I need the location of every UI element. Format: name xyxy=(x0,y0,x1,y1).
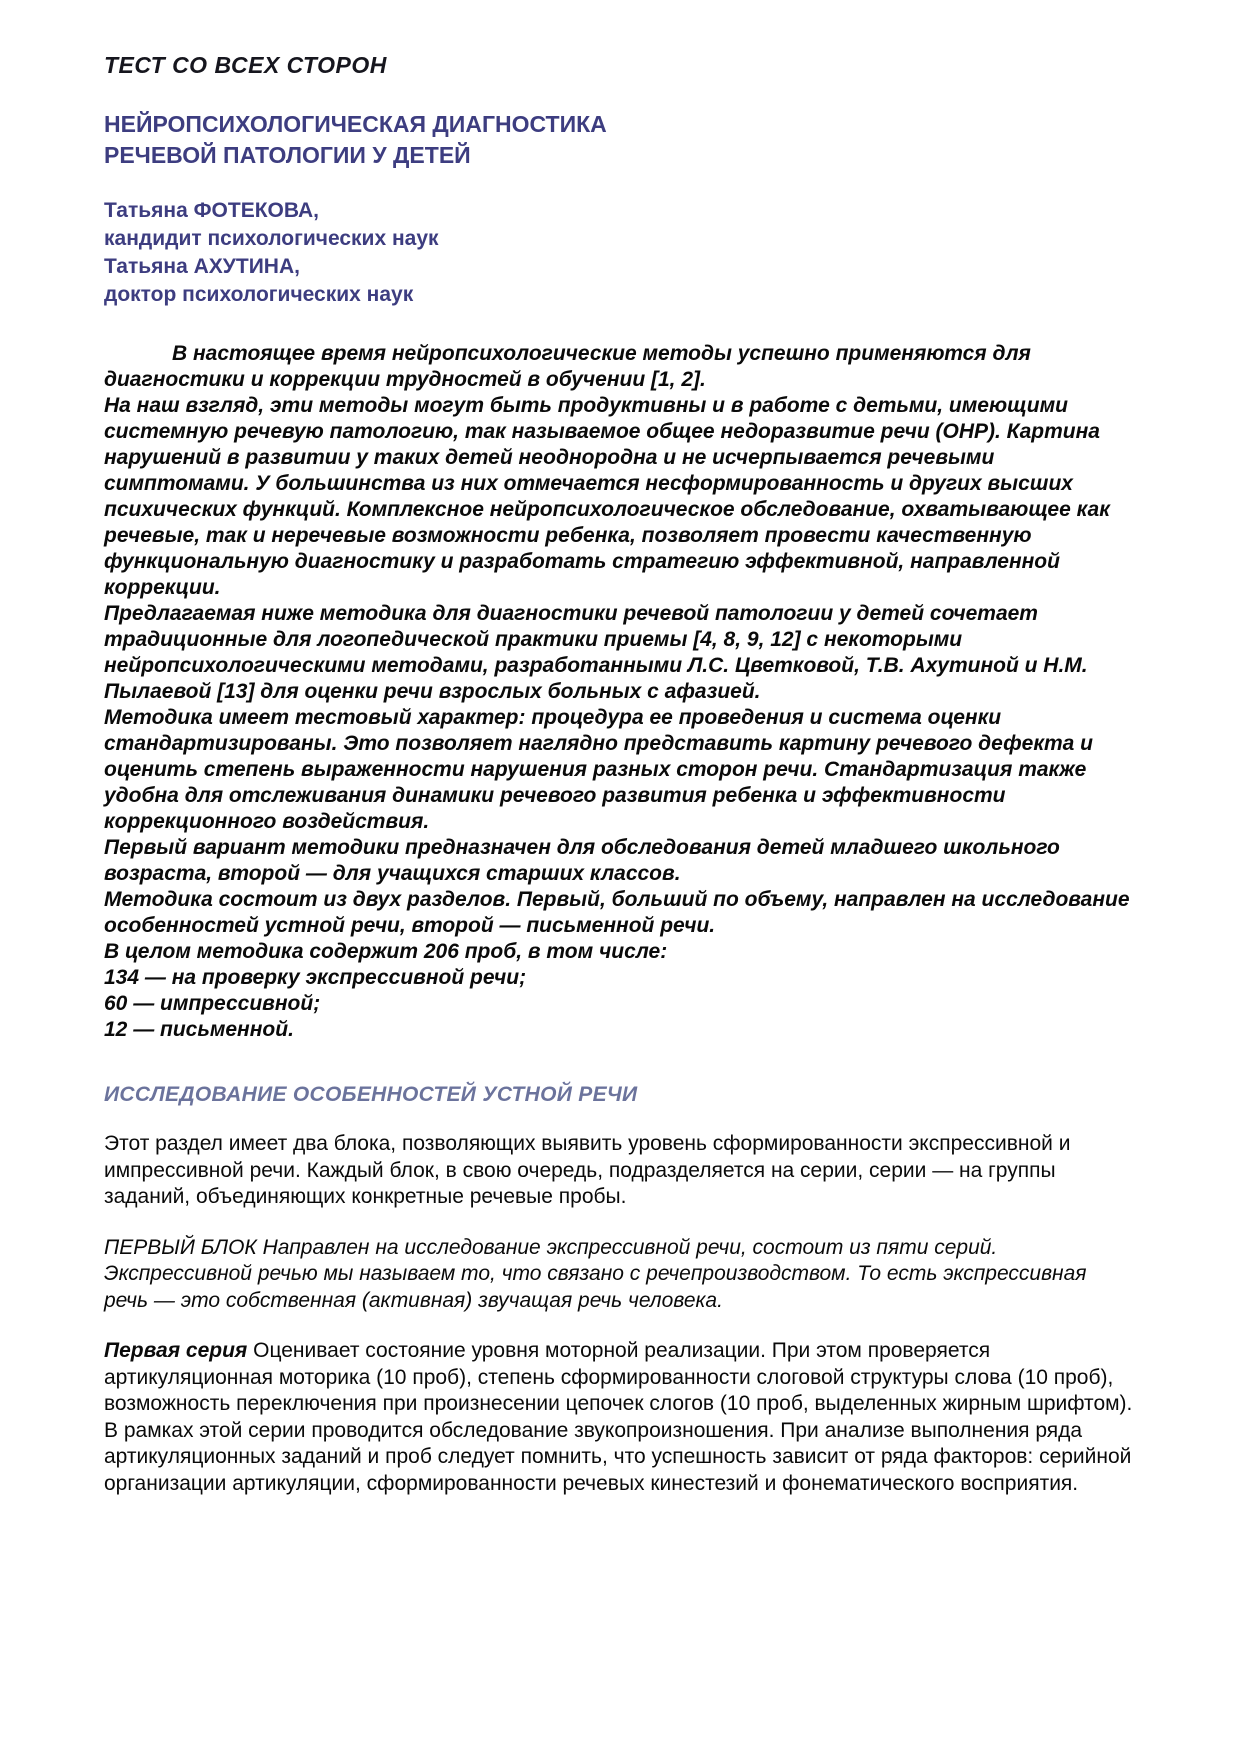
document-heading-line1: НЕЙРОПСИХОЛОГИЧЕСКАЯ ДИАГНОСТИКА xyxy=(104,111,607,137)
intro-list-item: 12 — письменной. xyxy=(104,1018,294,1041)
document-title: ТЕСТ СО ВСЕХ СТОРОН xyxy=(104,52,387,78)
first-series-label: Первая серия xyxy=(104,1339,248,1362)
intro-paragraph: Методика имеет тестовый характер: процедура ее проведения и система оценки стандартизированы. Это позволяет наглядно представить картину речевого дефекта и оценить степень выраженности нарушения разных сторон речи. Стандартизация также удобна для отслеживания динамики речевого развития ребенка и эффективности коррекционного воздействия. xyxy=(104,706,1093,833)
intro-paragraph: Методика состоит из двух разделов. Первый, больший по объему, направлен на исследование особенностей устной речи, второй — письменной речи. xyxy=(104,888,1130,937)
intro-paragraph: Предлагаемая ниже методика для диагностики речевой патологии у детей сочетает традиционные для логопедической практики приемы [4, 8, 9, 12] с некоторыми нейропсихологическими методами, разработанными Л.С. Цветковой, Т.В. Ахутиной и Н.М. Пылаевой [13] для оценки речи взрослых больных с афазией. xyxy=(104,602,1088,703)
section-heading-oral-speech: ИССЛЕДОВАНИЕ ОСОБЕННОСТЕЙ УСТНОЙ РЕЧИ xyxy=(104,1083,638,1106)
section-paragraph-first-block: ПЕРВЫЙ БЛОК Направлен на исследование экспрессивной речи, состоит из пяти серий. Экспрессивной речью мы называем то, что связано с речепроизводством. То есть экспрессивная речь — это собственная (активная) звучащая речь человека. xyxy=(104,1235,1087,1312)
document-heading-line2: РЕЧЕВОЙ ПАТОЛОГИИ У ДЕТЕЙ xyxy=(104,142,471,168)
intro-list-item: 134 — на проверку экспрессивной речи; xyxy=(104,966,527,989)
section-paragraph-blocks: Этот раздел имеет два блока, позволяющих выявить уровень сформированности экспрессивной и импрессивной речи. Каждый блок, в свою очередь, подразделяется на серии, серии — на группы заданий, объединяющих конкретные речевые пробы. xyxy=(104,1132,1071,1208)
author-degree: кандидит психологических наук xyxy=(104,227,439,250)
authors-block xyxy=(104,197,1136,309)
intro-paragraph: В целом методика содержит 206 проб, в том числе: xyxy=(104,940,668,963)
intro-paragraph: На наш взгляд, эти методы могут быть продуктивны и в работе с детьми, имеющими системную речевую патологию, так называемое общее недоразвитие речи (ОНР). Картина нарушений в развитии у таких детей неоднородна и не исчерпывается речевыми симптомами. У большинства из них отмечается несформированность и других высших психических функций. Комплексное нейропсихологическое обследование, охватывающее как речевые, так и неречевые возможности ребенка, позволяет провести качественную функциональную диагностику и разработать стратегию эффективной, направленной коррекции. xyxy=(104,394,1110,599)
first-series-text: Оценивает состояние уровня моторной реализации. При этом проверяется артикуляционная моторика (10 проб), степень сформированности слоговой структуры слова (10 проб), возможность переключения при произнесении цепочек слогов (10 проб, выделенных жирным шрифтом). xyxy=(104,1339,1133,1415)
section-paragraph-series-note: В рамках этой серии проводится обследование звукопроизношения. При анализе выполнения ряда артикуляционных заданий и проб следует помнить, что успешность зависит от ряда факторов: серийной организации артикуляции, сформированности речевых кинестезий и фонематического восприятия. xyxy=(104,1418,1132,1495)
intro-block xyxy=(104,341,1136,1043)
intro-paragraph: Первый вариант методики предназначен для обследования детей младшего школьного возраста, второй — для учащихся старших классов. xyxy=(104,836,1060,885)
section-paragraph-first-series xyxy=(104,1338,1136,1418)
author-degree: доктор психологических наук xyxy=(104,283,414,306)
intro-list-item: 60 — импрессивной; xyxy=(104,992,321,1015)
author-name: Татьяна ФОТЕКОВА, xyxy=(104,199,319,222)
document-heading xyxy=(104,109,1136,171)
intro-paragraph: В настоящее время нейропсихологические методы успешно применяются для диагностики и коррекции трудностей в обучении [1, 2]. xyxy=(104,342,1031,391)
author-name: Татьяна АХУТИНА, xyxy=(104,255,300,278)
